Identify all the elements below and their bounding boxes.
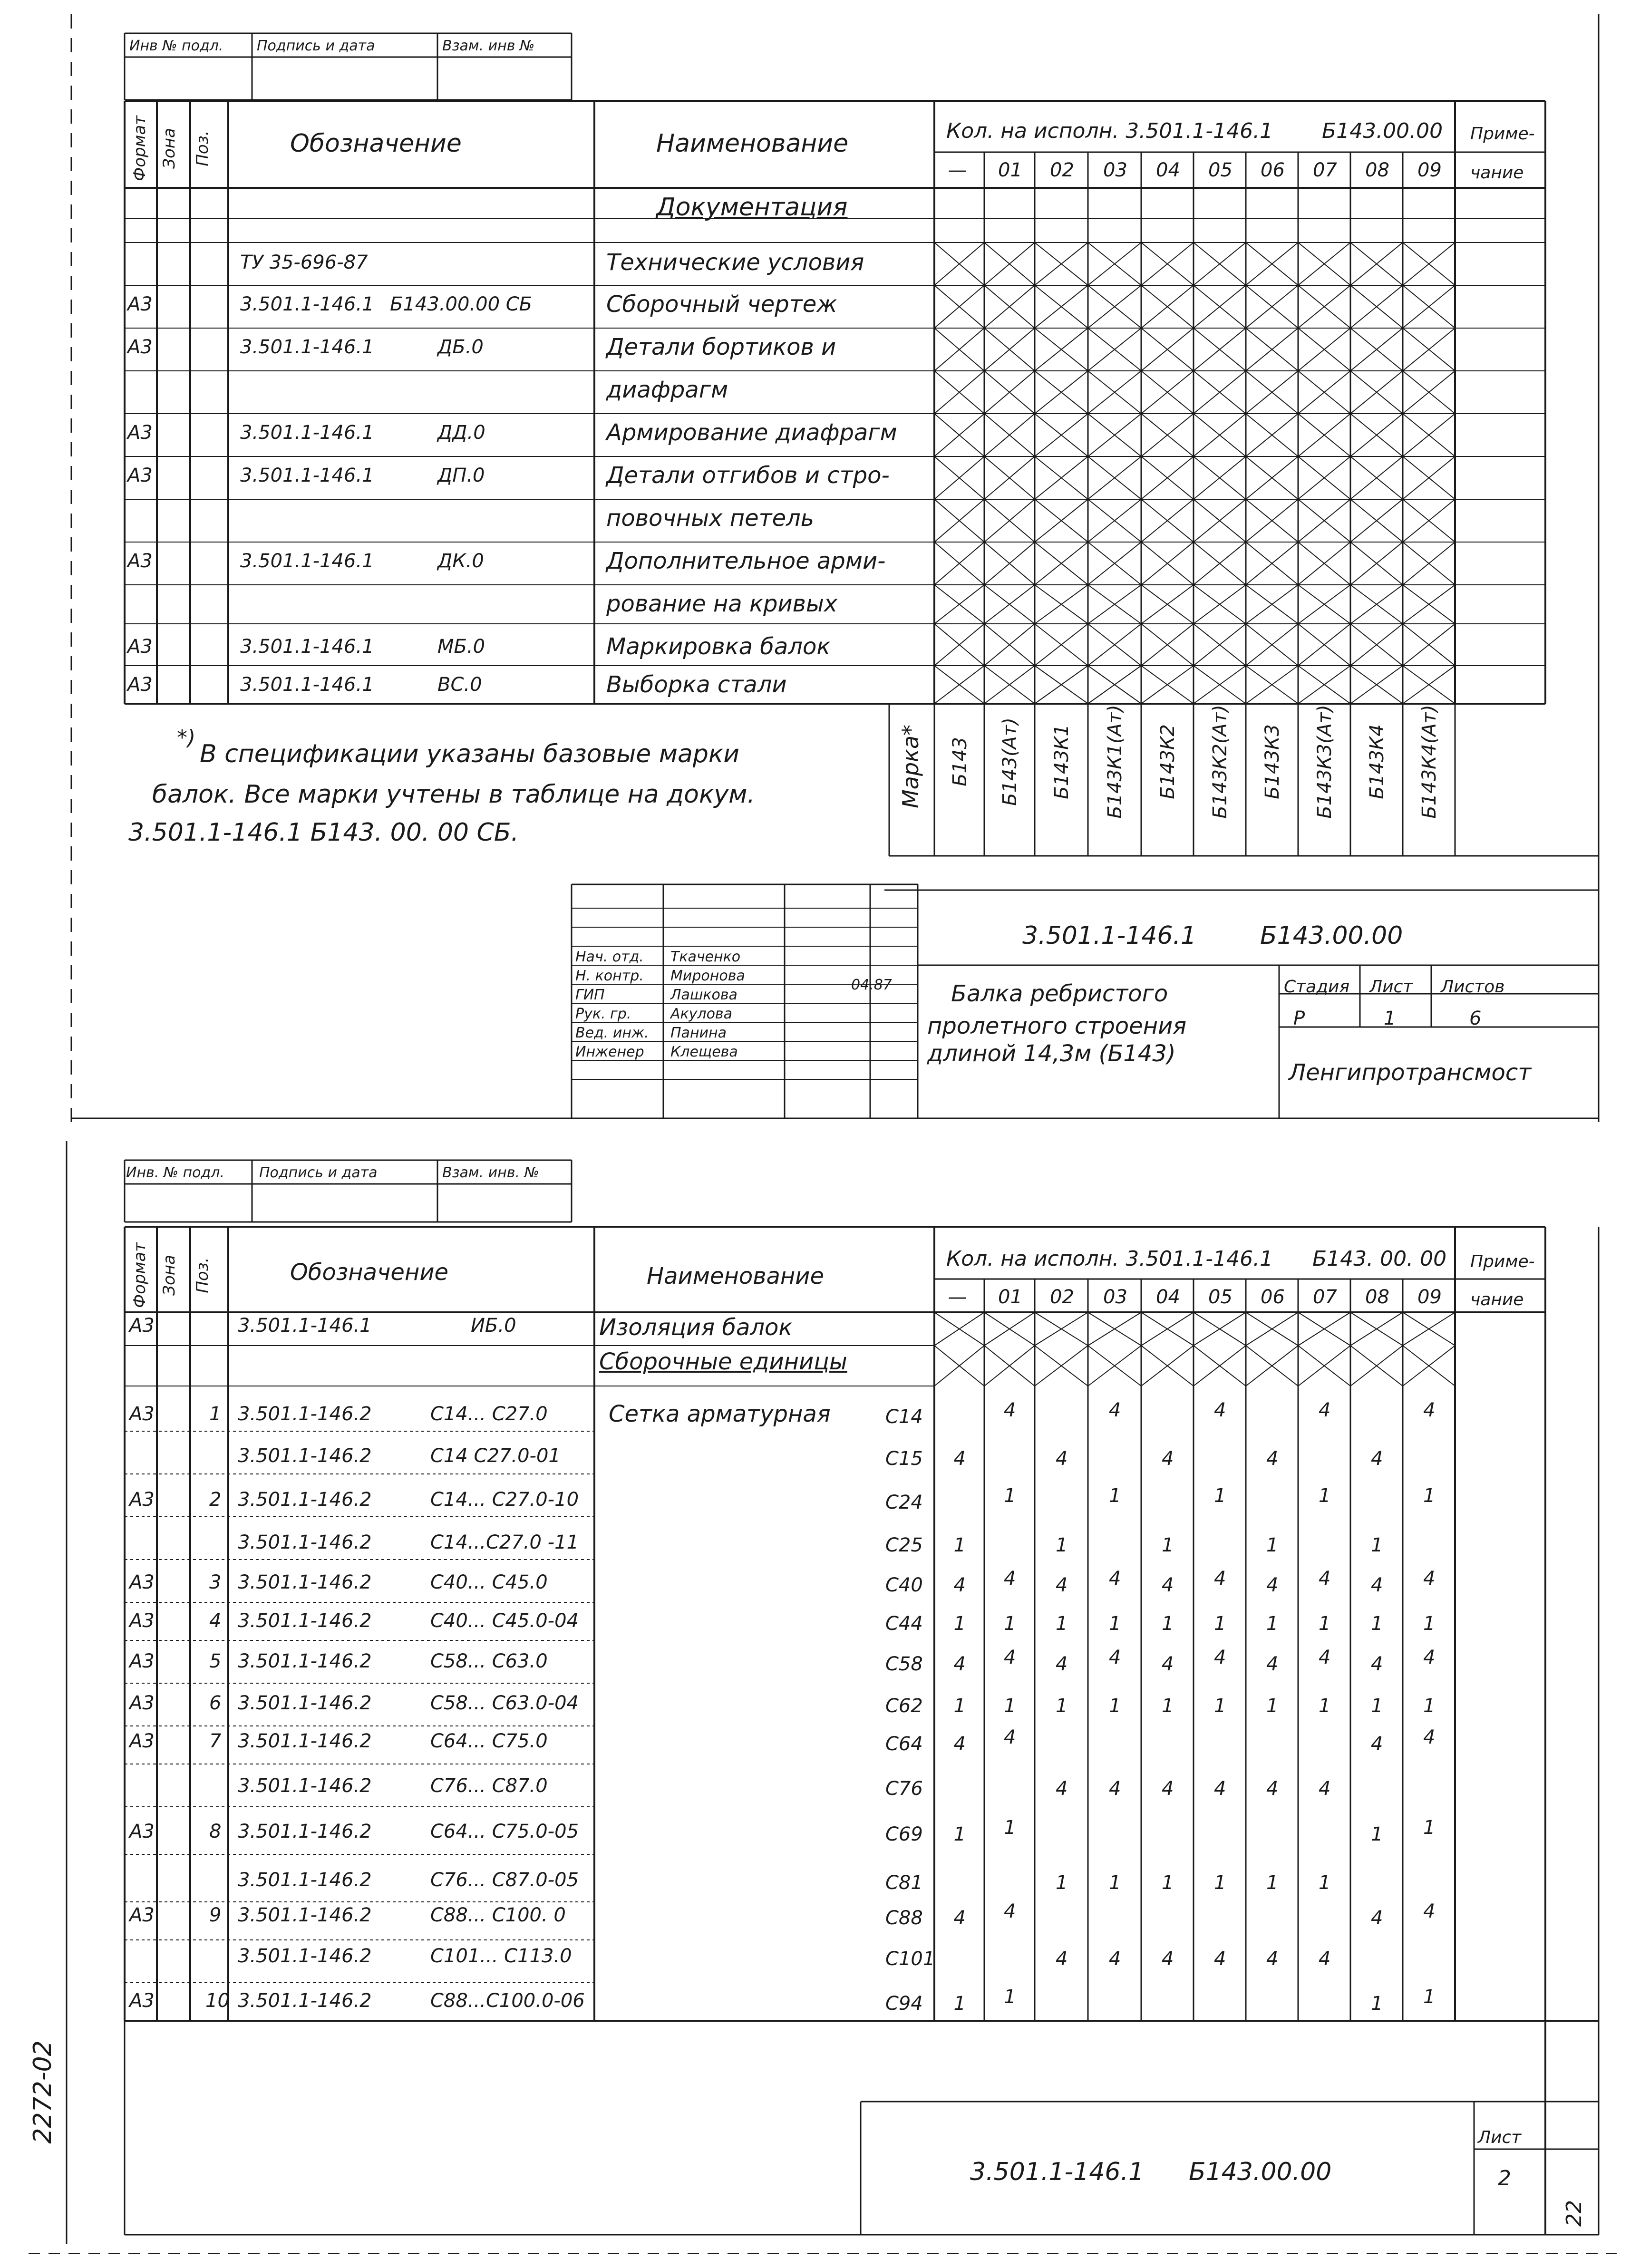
quantity-cell: 4	[1371, 1448, 1383, 1470]
quantity-cell: 4	[1162, 1778, 1174, 1800]
signature-name: Акулова	[670, 1006, 732, 1022]
row-designation-2: ДБ.0	[437, 336, 484, 358]
quantity-cell: 1	[1423, 1485, 1436, 1507]
row-designation: 3.501.1-146.2	[238, 1869, 372, 1891]
row-position: 9	[209, 1904, 222, 1926]
quantity-cell: 4	[953, 1574, 966, 1596]
row-designation: 3.501.1-146.2	[238, 1990, 372, 2012]
row-format: А3	[127, 336, 153, 358]
quantity-cell: 4	[1162, 1653, 1174, 1675]
row-format: А3	[129, 1571, 155, 1593]
quantity-cell: 4	[1423, 1568, 1436, 1590]
approval-date: 04.87	[851, 977, 892, 993]
quantity-cell: 4	[1423, 1647, 1436, 1668]
row-format: А3	[129, 1990, 155, 2012]
row-mark: С88	[885, 1907, 923, 1929]
execution-column-label: 02	[1050, 1286, 1074, 1308]
quantity-cell: 1	[1109, 1695, 1121, 1717]
signature-role: Инженер	[575, 1044, 644, 1060]
quantity-cell: 4	[1214, 1568, 1226, 1590]
quantity-cell: 4	[1319, 1568, 1331, 1590]
row-mark: С58	[885, 1653, 923, 1675]
footnote-line-2: балок. Все марки учтены в таблице на докум.	[152, 780, 755, 809]
row-position: 6	[209, 1692, 222, 1714]
stamp-replace-label: Взам. инв №	[442, 38, 535, 54]
quantity-cell: 4	[953, 1733, 966, 1755]
row-mark: С81	[885, 1872, 923, 1894]
quantity-cell: 1	[1109, 1485, 1121, 1507]
quantity-cell: 4	[1371, 1574, 1383, 1596]
quantity-cell: 1	[1056, 1872, 1068, 1894]
row-designation: 3.501.1-146.2	[238, 1489, 372, 1511]
organization: Ленгипротрансмост	[1289, 1059, 1532, 1086]
row-designation: 3.501.1-146.2	[238, 1945, 372, 1967]
quantity-cell: 1	[1109, 1872, 1121, 1894]
row-designation: 3.501.1-146.2	[238, 1692, 372, 1714]
beam-mark: Б143К1(Aт)	[1104, 705, 1126, 819]
row-mark: С76	[885, 1778, 923, 1800]
quantity-cell: 1	[1266, 1872, 1279, 1894]
quantity-cell: 1	[953, 1695, 966, 1717]
row-designation: 3.501.1-146.2	[238, 1445, 372, 1467]
quantity-cell: 4	[1371, 1653, 1383, 1675]
execution-column-label: 05	[1208, 159, 1232, 181]
header2-pos: Поз.	[193, 1257, 212, 1293]
quantity-cell: 1	[1004, 1817, 1016, 1839]
row-designation: 3.501.1-146.2	[238, 1821, 372, 1842]
row-designation: 3.501.1-146.1	[240, 422, 374, 444]
row-format: А3	[127, 422, 153, 444]
quantity-cell: 1	[1004, 1986, 1016, 2008]
row-mark: С24	[885, 1492, 923, 1513]
izol-name: Изоляция балок	[599, 1314, 793, 1341]
quantity-cell: 1	[1371, 1695, 1383, 1717]
header2-designation: Обозначение	[290, 1259, 449, 1286]
signature-role: Вед. инж.	[575, 1025, 649, 1041]
sheet-label: Лист	[1369, 977, 1413, 997]
quantity-cell: 4	[1056, 1448, 1068, 1470]
row-designation: 3.501.1-146.1	[240, 550, 374, 572]
quantity-cell: 1	[1319, 1613, 1331, 1635]
signature-name: Ткаченко	[670, 949, 741, 965]
row-designation-2: С14... С27.0	[430, 1403, 548, 1425]
row-position: 4	[209, 1610, 222, 1632]
quantity-cell: 4	[1109, 1568, 1121, 1590]
quantity-cell: 1	[1319, 1485, 1331, 1507]
beam-mark: Б143К3(Aт)	[1314, 705, 1336, 819]
section-documentation: Документация	[656, 193, 848, 222]
execution-column-label: 04	[1156, 159, 1180, 181]
signature-name: Лашкова	[670, 987, 738, 1003]
row-designation: 3.501.1-146.2	[238, 1730, 372, 1752]
row-format: А3	[127, 636, 153, 658]
quantity-cell: 4	[1214, 1948, 1226, 1970]
row-mark: С101	[885, 1948, 935, 1970]
quantity-cell: 1	[1056, 1613, 1068, 1635]
execution-column-label: 03	[1103, 159, 1127, 181]
row-format: А3	[127, 293, 153, 315]
signature-role: ГИП	[575, 987, 605, 1003]
title-code-2: Б143.00.00	[1260, 921, 1403, 950]
quantity-cell: 4	[1319, 1647, 1331, 1668]
signature-role: Рук. гр.	[575, 1006, 631, 1022]
row-designation-2: С58... С63.0	[430, 1650, 548, 1672]
footnote-line-1: В спецификации указаны базовые марки	[200, 740, 740, 768]
row-name: Технические условия	[606, 249, 864, 276]
quantity-cell: 4	[1004, 1568, 1016, 1590]
row-position: 5	[209, 1650, 222, 1672]
quantity-cell: 1	[1056, 1534, 1068, 1556]
quantity-cell: 4	[1109, 1948, 1121, 1970]
header2-zone: Зона	[160, 1255, 179, 1296]
beam-mark: Б143К3	[1262, 724, 1283, 799]
execution-column-label: 01	[998, 1286, 1022, 1308]
execution-column-label: 01	[998, 159, 1022, 181]
corner-number: 22	[1562, 2200, 1586, 2227]
header-note-bottom: чание	[1470, 163, 1524, 183]
beam-mark: Б143К2	[1157, 724, 1179, 799]
quantity-cell: 4	[1214, 1647, 1226, 1668]
title-line-3: длиной 14,3м (Б143)	[927, 1040, 1176, 1067]
stage-label: Стадия	[1284, 977, 1350, 997]
row-designation-2: С14 С27.0-01	[430, 1445, 561, 1467]
quantity-cell: 4	[1162, 1574, 1174, 1596]
quantity-cell: 4	[1109, 1778, 1121, 1800]
stage-value: Р	[1293, 1008, 1305, 1029]
header-note-top: Приме-	[1470, 124, 1535, 144]
row-designation-2: С76... С87.0-05	[430, 1869, 579, 1891]
row-designation-2: С14...С27.0 -11	[430, 1531, 579, 1553]
quantity-cell: 1	[953, 1823, 966, 1845]
quantity-cell: 4	[1266, 1948, 1279, 1970]
header2-note-top: Приме-	[1470, 1252, 1535, 1271]
quantity-cell: 1	[1319, 1695, 1331, 1717]
quantity-cell: 1	[1056, 1695, 1068, 1717]
row-name: диафрагм	[606, 377, 728, 403]
header2-qty-code: Б143. 00. 00	[1312, 1247, 1447, 1271]
quantity-cell: 1	[1214, 1485, 1226, 1507]
quantity-cell: 4	[1371, 1907, 1383, 1929]
header-format: Формат	[130, 116, 149, 181]
quantity-cell: 1	[1371, 1613, 1383, 1635]
quantity-cell: 4	[1162, 1948, 1174, 1970]
quantity-cell: 4	[1214, 1399, 1226, 1421]
row-name: Армирование диафрагм	[606, 419, 897, 446]
row-designation-2: С101... С113.0	[430, 1945, 572, 1967]
row-format: А3	[127, 550, 153, 572]
quantity-cell: 1	[1004, 1613, 1016, 1635]
quantity-cell: 1	[1371, 1534, 1383, 1556]
signature-role: Н. контр.	[575, 968, 644, 984]
stamp2-sign-label: Подпись и дата	[259, 1164, 378, 1181]
quantity-cell: 1	[1109, 1613, 1121, 1635]
row-position: 3	[209, 1571, 222, 1593]
quantity-cell: 4	[1109, 1647, 1121, 1668]
row-designation-2: МБ.0	[437, 636, 485, 658]
execution-column-label: 09	[1417, 1286, 1442, 1308]
quantity-cell: 4	[1266, 1574, 1279, 1596]
title2-code: 3.501.1-146.1	[970, 2158, 1145, 2186]
quantity-cell: 1	[1423, 1986, 1436, 2008]
marks-label: Марка*	[898, 724, 923, 809]
row-designation-2: ВС.0	[437, 674, 482, 696]
quantity-cell: 4	[1423, 1726, 1436, 1748]
execution-column-label: 06	[1261, 1286, 1285, 1308]
quantity-cell: 1	[1162, 1695, 1174, 1717]
quantity-cell: 1	[1004, 1695, 1016, 1717]
execution-column-label: —	[948, 159, 967, 181]
quantity-cell: 1	[1162, 1534, 1174, 1556]
quantity-cell: 4	[1056, 1653, 1068, 1675]
quantity-cell: 4	[953, 1448, 966, 1470]
quantity-cell: 1	[1214, 1695, 1226, 1717]
margin-number: 2272-02	[29, 2040, 57, 2144]
signature-name: Миронова	[670, 968, 745, 984]
row-format: А3	[129, 1489, 155, 1511]
stamp2-inv-label: Инв. № подл.	[126, 1164, 224, 1181]
quantity-cell: 1	[1423, 1613, 1436, 1635]
execution-column-label: 03	[1103, 1286, 1127, 1308]
signature-name: Клещева	[670, 1044, 738, 1060]
izol-format: А3	[129, 1315, 155, 1337]
row-designation-2: С88...С100.0-06	[430, 1990, 585, 2012]
row-name: рование на кривых	[606, 591, 838, 617]
header-pos: Поз.	[193, 130, 212, 166]
row-name: Детали отгибов и стро-	[606, 462, 890, 489]
header-name: Наименование	[656, 129, 849, 158]
quantity-cell: 4	[1266, 1448, 1279, 1470]
row-mark: С25	[885, 1534, 923, 1556]
signature-name: Панина	[670, 1025, 727, 1041]
row-format: А3	[129, 1821, 155, 1842]
quantity-cell: 4	[1162, 1448, 1174, 1470]
beam-mark: Б143	[949, 737, 971, 786]
row-mark: С44	[885, 1613, 923, 1635]
beam-mark: Б143(Aт)	[999, 717, 1021, 806]
quantity-cell: 4	[953, 1907, 966, 1929]
row-name: Выборка стали	[606, 671, 787, 698]
row-format: А3	[129, 1610, 155, 1632]
header2-note-bottom: чание	[1470, 1290, 1524, 1309]
quantity-cell: 1	[1214, 1613, 1226, 1635]
row-designation: 3.501.1-146.2	[238, 1610, 372, 1632]
quantity-cell: 4	[1056, 1574, 1068, 1596]
row-designation-2: С64... С75.0	[430, 1730, 548, 1752]
row-position: 7	[209, 1730, 222, 1752]
row-designation: 3.501.1-146.2	[238, 1571, 372, 1593]
quantity-cell: 4	[1423, 1900, 1436, 1922]
row-mark: С40	[885, 1574, 923, 1596]
title-line-1: Балка ребристого	[951, 980, 1168, 1007]
row-designation-2: С76... С87.0	[430, 1775, 548, 1797]
row-format: А3	[129, 1403, 155, 1425]
quantity-cell: 1	[1214, 1872, 1226, 1894]
quantity-cell: 4	[1371, 1733, 1383, 1755]
quantity-cell: 1	[1423, 1817, 1436, 1839]
quantity-cell: 4	[1004, 1399, 1016, 1421]
beam-mark: Б143К2(Aт)	[1209, 705, 1231, 819]
stamp-inv-label: Инв № подл.	[129, 38, 223, 54]
header-zone: Зона	[160, 128, 179, 169]
row-name: Дополнительное арми-	[606, 548, 886, 574]
execution-column-label: 02	[1050, 159, 1074, 181]
header-designation: Обозначение	[290, 129, 462, 158]
row-name: Сборочный чертеж	[606, 291, 837, 318]
row-designation: 3.501.1-146.2	[238, 1650, 372, 1672]
row-format: А3	[127, 674, 153, 696]
execution-column-label: 06	[1261, 159, 1285, 181]
row-designation-2: С14... С27.0-10	[430, 1489, 579, 1511]
execution-column-label: 08	[1365, 159, 1389, 181]
row-designation-2: ДК.0	[437, 550, 484, 572]
quantity-cell: 4	[1109, 1399, 1121, 1421]
signature-role: Нач. отд.	[575, 949, 644, 965]
row-mark: С14	[885, 1406, 923, 1428]
row-designation-2: С88... С100. 0	[430, 1904, 566, 1926]
izol-designation-2: ИБ.0	[471, 1315, 516, 1337]
row-position: 8	[209, 1821, 222, 1842]
row-designation-2: ДД.0	[437, 422, 485, 444]
quantity-cell: 4	[1004, 1900, 1016, 1922]
quantity-cell: 1	[953, 1534, 966, 1556]
quantity-cell: 4	[1056, 1778, 1068, 1800]
row-format: А3	[129, 1692, 155, 1714]
row-mark: С64	[885, 1733, 923, 1755]
title2-code-2: Б143.00.00	[1189, 2158, 1332, 2186]
row-designation-2: С40... С45.0-04	[430, 1610, 579, 1632]
izol-designation: 3.501.1-146.1	[238, 1315, 372, 1337]
quantity-cell: 4	[953, 1653, 966, 1675]
quantity-cell: 1	[1319, 1872, 1331, 1894]
row-designation: 3.501.1-146.1	[240, 636, 374, 658]
row-designation-2: С58... С63.0-04	[430, 1692, 579, 1714]
sheets-label: Листов	[1441, 977, 1505, 997]
row-designation: 3.501.1-146.2	[238, 1904, 372, 1926]
quantity-cell: 4	[1004, 1647, 1016, 1668]
quantity-cell: 4	[1004, 1726, 1016, 1748]
execution-column-label: —	[948, 1286, 967, 1308]
row-name: Детали бортиков и	[606, 334, 836, 360]
quantity-cell: 1	[1004, 1485, 1016, 1507]
header2-format: Формат	[130, 1242, 149, 1308]
quantity-cell: 1	[1162, 1872, 1174, 1894]
row-position: 10	[205, 1990, 230, 2012]
row-designation-2: С40... С45.0	[430, 1571, 548, 1593]
beam-mark: Б143К4(Aт)	[1418, 705, 1440, 819]
execution-column-label: 04	[1156, 1286, 1180, 1308]
quantity-cell: 1	[953, 1993, 966, 2015]
title2-sheet-value: 2	[1498, 2166, 1511, 2190]
quantity-cell: 1	[1162, 1613, 1174, 1635]
quantity-cell: 1	[1371, 1993, 1383, 2015]
row-format: А3	[129, 1904, 155, 1926]
beam-mark: Б143К4	[1366, 724, 1388, 799]
row-designation: 3.501.1-146.1	[240, 465, 374, 486]
execution-column-label: 07	[1313, 1286, 1337, 1308]
row-mark: С15	[885, 1448, 923, 1470]
quantity-cell: 1	[1266, 1695, 1279, 1717]
execution-column-label: 05	[1208, 1286, 1232, 1308]
row-designation: 3.501.1-146.1	[240, 674, 374, 696]
quantity-cell: 4	[1266, 1778, 1279, 1800]
quantity-cell: 4	[1319, 1948, 1331, 1970]
beam-mark: Б143К1	[1051, 724, 1073, 799]
name-mesh: Сетка арматурная	[609, 1401, 831, 1427]
quantity-cell: 4	[1423, 1399, 1436, 1421]
stamp-sign-label: Подпись и дата	[257, 38, 375, 54]
row-format: А3	[129, 1650, 155, 1672]
quantity-cell: 4	[1214, 1778, 1226, 1800]
row-name: повочных петель	[606, 505, 815, 532]
quantity-cell: 4	[1266, 1653, 1279, 1675]
quantity-cell: 4	[1056, 1948, 1068, 1970]
row-mark: С62	[885, 1695, 923, 1717]
row-designation: 3.501.1-146.2	[238, 1531, 372, 1553]
section-assembly-units: Сборочные единицы	[599, 1348, 847, 1375]
row-mark: С69	[885, 1823, 923, 1845]
row-position: 1	[209, 1403, 222, 1425]
execution-column-label: 07	[1313, 159, 1337, 181]
header-qty-title: Кол. на исполн. 3.501.1-146.1	[946, 119, 1273, 143]
quantity-cell: 4	[1319, 1399, 1331, 1421]
row-name: Маркировка балок	[606, 633, 831, 660]
row-format: А3	[127, 465, 153, 486]
quantity-cell: 1	[1266, 1613, 1279, 1635]
row-designation: 3.501.1-146.2	[238, 1403, 372, 1425]
title2-sheet-label: Лист	[1478, 2128, 1522, 2147]
title-line-2: пролетного строения	[927, 1013, 1187, 1039]
row-designation: 3.501.1-146.2	[238, 1775, 372, 1797]
execution-column-label: 09	[1417, 159, 1442, 181]
title-code: 3.501.1-146.1	[1022, 921, 1197, 950]
quantity-cell: 1	[1423, 1695, 1436, 1717]
footnote-mark: *)	[177, 726, 196, 750]
sheets-value: 6	[1469, 1008, 1482, 1029]
header2-qty-title: Кол. на исполн. 3.501.1-146.1	[946, 1247, 1273, 1271]
row-designation: 3.501.1-146.1	[240, 336, 374, 358]
row-designation: 3.501.1-146.1	[240, 293, 374, 315]
row-mark: С94	[885, 1993, 923, 2015]
header2-name: Наименование	[647, 1263, 825, 1289]
quantity-cell: 4	[1319, 1778, 1331, 1800]
row-position: 2	[209, 1489, 222, 1511]
footnote-line-3: 3.501.1-146.1 Б143. 00. 00 СБ.	[128, 818, 519, 847]
sheet-value: 1	[1384, 1008, 1396, 1029]
row-designation: ТУ 35-696-87	[240, 252, 368, 273]
quantity-cell: 1	[1371, 1823, 1383, 1845]
row-designation-2: ДП.0	[437, 465, 485, 486]
row-designation-2: С64... С75.0-05	[430, 1821, 579, 1842]
quantity-cell: 1	[953, 1613, 966, 1635]
quantity-cell: 1	[1266, 1534, 1279, 1556]
execution-column-label: 08	[1365, 1286, 1389, 1308]
row-format: А3	[129, 1730, 155, 1752]
stamp2-replace-label: Взам. инв. №	[442, 1164, 539, 1181]
header-qty-code: Б143.00.00	[1322, 119, 1443, 143]
row-designation-2: Б143.00.00 СБ	[390, 293, 533, 315]
